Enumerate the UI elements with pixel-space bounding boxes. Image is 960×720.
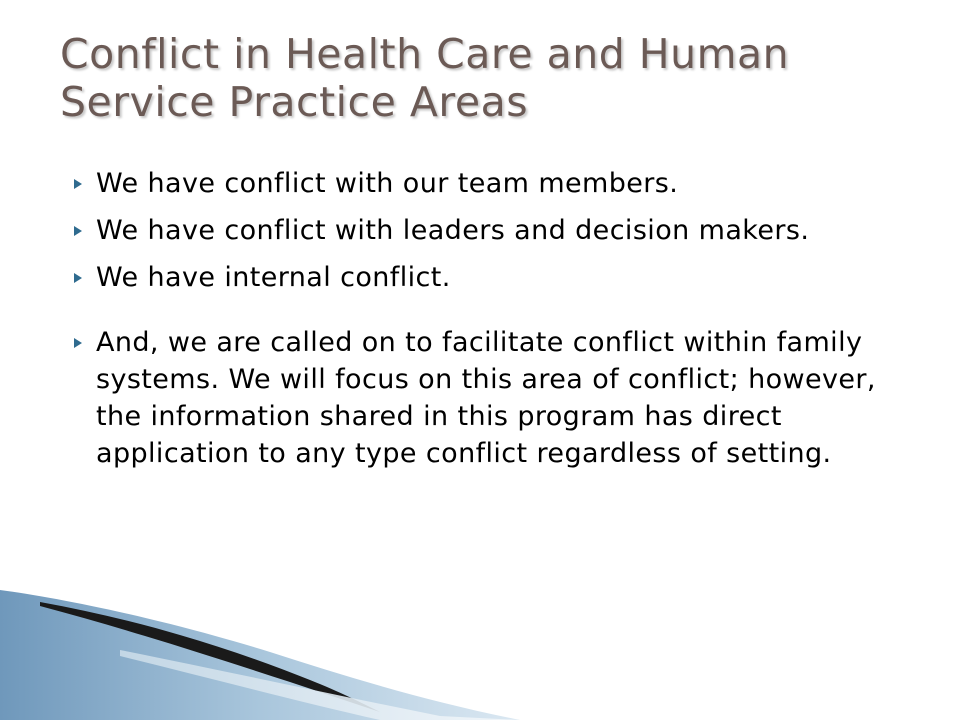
bullet-list — [70, 165, 880, 482]
bullet-text: And, we are called on to facilitate conflict within family systems. We will focus on this area of conflict; however, the information shared in this program has direct application to any type conflict regardless of setting. — [96, 327, 876, 469]
bullet-arrow-icon — [74, 338, 82, 348]
bullet-text: We have conflict with our team members. — [96, 168, 679, 199]
bullet-arrow-icon — [74, 179, 82, 189]
bullet-arrow-icon — [74, 273, 82, 283]
bullet-item — [70, 259, 880, 296]
bullet-text: We have conflict with leaders and decision makers. — [96, 215, 810, 246]
bullet-arrow-icon — [74, 226, 82, 236]
bullet-item — [70, 165, 880, 202]
bullet-item — [70, 212, 880, 249]
slide-title: Conflict in Health Care and Human Service Practice Areas — [60, 30, 790, 126]
decorative-wave-graphic — [0, 590, 520, 720]
bullet-item — [70, 324, 880, 472]
bullet-text: We have internal conflict. — [96, 262, 451, 293]
